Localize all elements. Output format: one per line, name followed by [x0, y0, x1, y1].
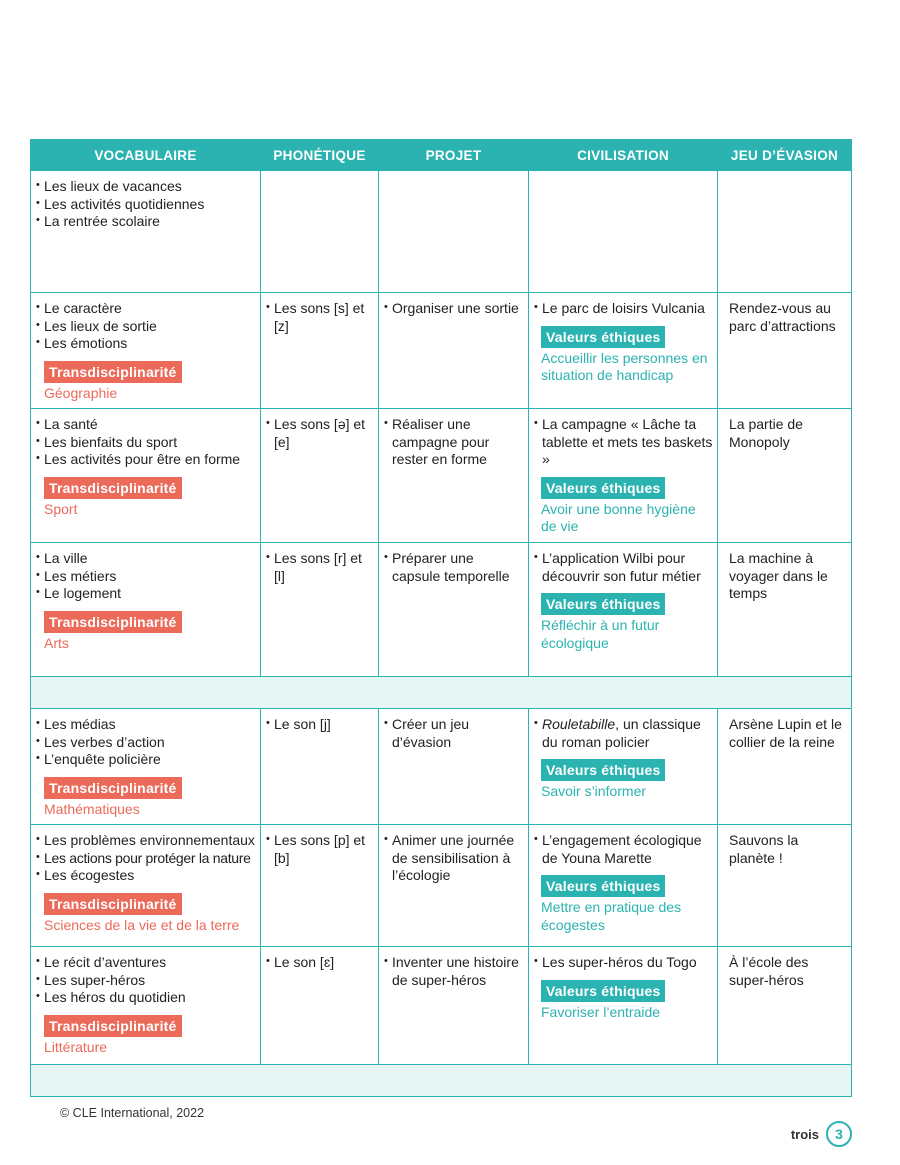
transdisciplinarite-subject: Géographie: [44, 384, 118, 401]
book-title: Rouletabille: [542, 716, 616, 732]
phonetique-cell: [261, 171, 379, 293]
projet-cell: [379, 709, 529, 825]
civilisation-text: [534, 716, 713, 751]
valeurs-ethiques-badge: Valeurs éthiques: [541, 980, 665, 1002]
page-indicator: [791, 1121, 852, 1147]
phonetique-text: • Les sons [r] et [l]: [266, 550, 374, 585]
valeur-text: Mettre en pratique des écogestes: [541, 899, 682, 933]
valeur-text: Réfléchir à un futur écologique: [541, 617, 660, 651]
transdisciplinarite-subject: Arts: [44, 634, 69, 651]
jeu-cell: [718, 947, 852, 1065]
projet-text: • Préparer une capsule temporelle: [384, 550, 524, 585]
jeu-cell: [718, 543, 852, 677]
vocab-cell: [31, 947, 261, 1065]
phonetique-cell: [261, 825, 379, 947]
valeur-text: Accueillir les personnes en situation de handicap: [541, 349, 708, 383]
vocab-item: • Le récit d’aventures: [36, 954, 256, 972]
civilisation-cell: [529, 409, 718, 543]
vocab-item: • Les activités quotidiennes: [36, 196, 256, 214]
header-vocabulaire: VOCABULAIRE: [31, 140, 261, 171]
phonetique-cell: [261, 947, 379, 1065]
vocab-item: • Le logement: [36, 585, 256, 603]
jeu-text: Rendez-vous au parc d’attractions: [729, 300, 836, 334]
projet-text: • Animer une journée de sensibilisation à l’écologie: [384, 832, 524, 885]
vocab-item: • Les bienfaits du sport: [36, 434, 256, 452]
transdisciplinarite-badge: Transdisciplinarité: [44, 893, 182, 915]
separator-band: [31, 1065, 852, 1097]
separator-band: [31, 677, 852, 709]
jeu-cell: [718, 171, 852, 293]
transdisciplinarite-badge: Transdisciplinarité: [44, 1015, 182, 1037]
table-row: [31, 825, 852, 947]
vocab-item: • Le caractère: [36, 300, 256, 318]
valeurs-ethiques-badge: Valeurs éthiques: [541, 326, 665, 348]
phonetique-text: • Le son [ɛ]: [266, 954, 374, 972]
table-row: [31, 543, 852, 677]
civilisation-cell: [529, 709, 718, 825]
projet-cell: [379, 825, 529, 947]
civilisation-cell: [529, 543, 718, 677]
civilisation-cell: [529, 825, 718, 947]
vocab-item: • Les lieux de vacances: [36, 178, 256, 196]
civilisation-text: • Le parc de loisirs Vulcania: [534, 300, 713, 318]
projet-cell: [379, 947, 529, 1065]
vocab-item: • Les activités pour être en forme: [36, 451, 256, 469]
phonetique-cell: [261, 543, 379, 677]
civilisation-cell: [529, 293, 718, 409]
projet-text: • Organiser une sortie: [384, 300, 524, 318]
jeu-cell: [718, 409, 852, 543]
valeurs-ethiques-badge: Valeurs éthiques: [541, 477, 665, 499]
phonetique-text: • Le son [j]: [266, 716, 374, 734]
page-word: trois: [790, 1126, 819, 1142]
valeurs-ethiques-badge: Valeurs éthiques: [541, 759, 665, 781]
civilisation-text: • L’application Wilbi pour découvrir son futur métier: [534, 550, 713, 585]
projet-text: • Créer un jeu d’évasion: [384, 716, 524, 751]
valeur-text: Favoriser l’entraide: [541, 1003, 661, 1020]
vocab-cell: [31, 825, 261, 947]
table-row: [31, 409, 852, 543]
header-phonetique: PHONÉTIQUE: [261, 140, 379, 171]
civilisation-text: • La campagne « Lâche ta tablette et mets tes baskets »: [534, 416, 713, 469]
jeu-text: La machine à voyager dans le temps: [729, 550, 828, 601]
transdisciplinarite-badge: Transdisciplinarité: [44, 777, 182, 799]
transdisciplinarite-subject: Sciences de la vie et de la terre: [44, 916, 240, 933]
phonetique-text: • Les sons [p] et [b]: [266, 832, 374, 867]
table-row: [31, 709, 852, 825]
table-row: [31, 293, 852, 409]
phonetique-cell: [261, 293, 379, 409]
contents-table: [30, 139, 852, 1097]
header-row: [31, 140, 852, 171]
vocab-item: • Les problèmes environnementaux: [36, 832, 256, 850]
vocab-cell: [31, 293, 261, 409]
civilisation-text: • Les super-héros du Togo: [534, 954, 713, 972]
transdisciplinarite-subject: Mathématiques: [44, 800, 140, 817]
projet-text: • Inventer une histoire de super-héros: [384, 954, 524, 989]
table-row: [31, 171, 852, 293]
jeu-cell: [718, 709, 852, 825]
vocab-item: • La ville: [36, 550, 256, 568]
vocab-cell: [31, 171, 261, 293]
phonetique-cell: [261, 409, 379, 543]
vocab-item: • Les verbes d’action: [36, 734, 256, 752]
transdisciplinarite-badge: Transdisciplinarité: [44, 611, 182, 633]
projet-cell: [379, 171, 529, 293]
civilisation-text-rest: , un classique du roman policier: [542, 716, 701, 750]
projet-text: • Réaliser une campagne pour rester en forme: [384, 416, 524, 469]
jeu-text: Arsène Lupin et le collier de la reine: [729, 716, 842, 750]
vocab-item: • L’enquête policière: [36, 751, 256, 769]
vocab-cell: [31, 709, 261, 825]
vocab-item: • Les lieux de sortie: [36, 318, 256, 336]
transdisciplinarite-subject: Sport: [44, 500, 78, 517]
vocab-cell: [31, 543, 261, 677]
vocab-item: • Les écogestes: [36, 867, 256, 885]
vocab-item: • La rentrée scolaire: [36, 213, 256, 231]
vocab-item: • Les héros du quotidien: [36, 989, 256, 1007]
jeu-text: À l’école des super-héros: [729, 954, 809, 988]
vocab-item: • Les actions pour protéger la nature: [36, 850, 256, 868]
vocab-item: • Les super-héros: [36, 972, 256, 990]
vocab-cell: [31, 409, 261, 543]
header-jeu-evasion: JEU D’ÉVASION: [718, 140, 852, 171]
transdisciplinarite-badge: Transdisciplinarité: [44, 361, 182, 383]
phonetique-cell: [261, 709, 379, 825]
vocab-item: • Les métiers: [36, 568, 256, 586]
copyright: © CLE International, 2022: [60, 1106, 205, 1120]
jeu-text: La partie de Monopoly: [729, 416, 803, 450]
page-number: 3: [826, 1121, 852, 1147]
transdisciplinarite-subject: Littérature: [44, 1038, 108, 1055]
civilisation-cell: [529, 947, 718, 1065]
vocab-item: • La santé: [36, 416, 256, 434]
projet-cell: [379, 409, 529, 543]
vocab-item: • Les émotions: [36, 335, 256, 353]
table-row: [31, 947, 852, 1065]
civilisation-cell: [529, 171, 718, 293]
transdisciplinarite-badge: Transdisciplinarité: [44, 477, 182, 499]
valeur-text: Savoir s’informer: [541, 783, 647, 799]
phonetique-text: • Les sons [s] et [z]: [266, 300, 374, 335]
projet-cell: [379, 293, 529, 409]
projet-cell: [379, 543, 529, 677]
vocab-item: • Les médias: [36, 716, 256, 734]
valeurs-ethiques-badge: Valeurs éthiques: [541, 875, 665, 897]
valeur-text: Avoir une bonne hygiène de vie: [541, 500, 696, 534]
header-civilisation: CIVILISATION: [529, 140, 718, 171]
jeu-text: Sauvons la planète !: [729, 832, 799, 866]
jeu-cell: [718, 293, 852, 409]
jeu-cell: [718, 825, 852, 947]
civilisation-text: • L’engagement écologique de Youna Marette: [534, 832, 713, 867]
header-projet: PROJET: [379, 140, 529, 171]
valeurs-ethiques-badge: Valeurs éthiques: [541, 593, 665, 615]
phonetique-text: • Les sons [ə] et [e]: [266, 416, 374, 451]
